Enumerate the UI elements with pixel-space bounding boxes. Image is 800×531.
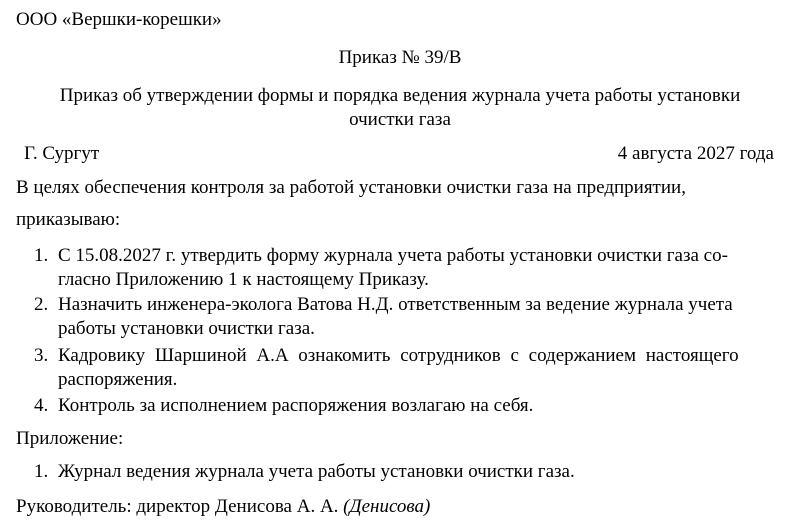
order-subject-line-2: очистки газа xyxy=(349,109,451,130)
item-1-line-1: С 15.08.2027 г. утвердить форму журнала учета работы установки очистки газа со- xyxy=(58,245,728,266)
item-number-4: 4. xyxy=(34,395,49,416)
appendix-item-1: Журнал ведения журнала учета работы установки очистки газа. xyxy=(58,461,575,482)
item-2-line-2: работы установки очистки газа. xyxy=(58,318,315,339)
item-number-1: 1. xyxy=(34,245,49,266)
preamble: В целях обеспечения контроля за работой установки очистки газа на предприятии, xyxy=(16,177,686,198)
order-word: приказываю: xyxy=(16,209,121,230)
item-2-line-1: Назначить инженера-эколога Ватова Н.Д. ответственным за ведение журнала учета xyxy=(58,294,733,315)
item-number-3: 3. xyxy=(34,345,49,366)
order-title: Приказ № 39/В xyxy=(338,47,462,68)
item-number-2: 2. xyxy=(34,294,49,315)
signature-handwritten: (Денисова) xyxy=(343,496,431,517)
item-3-line-1: Кадровику Шаршиной А.А ознакомить сотрудников с содержанием настоящего xyxy=(58,345,739,366)
appendix-label: Приложение: xyxy=(16,428,124,449)
item-4-line-1: Контроль за исполнением распоряжения возлагаю на себя. xyxy=(58,395,534,416)
appendix-item-number-1: 1. xyxy=(34,461,49,482)
signature-line xyxy=(16,495,430,519)
city: Г. Сургут xyxy=(24,143,100,164)
signature-prefix: Руководитель: директор Денисова А. А. xyxy=(16,496,339,517)
organization-name: ООО «Вершки-корешки» xyxy=(16,9,222,30)
item-3-line-2: распоряжения. xyxy=(58,369,178,390)
order-subject-line-1: Приказ об утверждении формы и порядка ведения журнала учета работы установки xyxy=(59,85,741,106)
order-date: 4 августа 2027 года xyxy=(617,143,774,164)
item-1-line-2: гласно Приложению 1 к настоящему Приказу. xyxy=(58,269,429,290)
